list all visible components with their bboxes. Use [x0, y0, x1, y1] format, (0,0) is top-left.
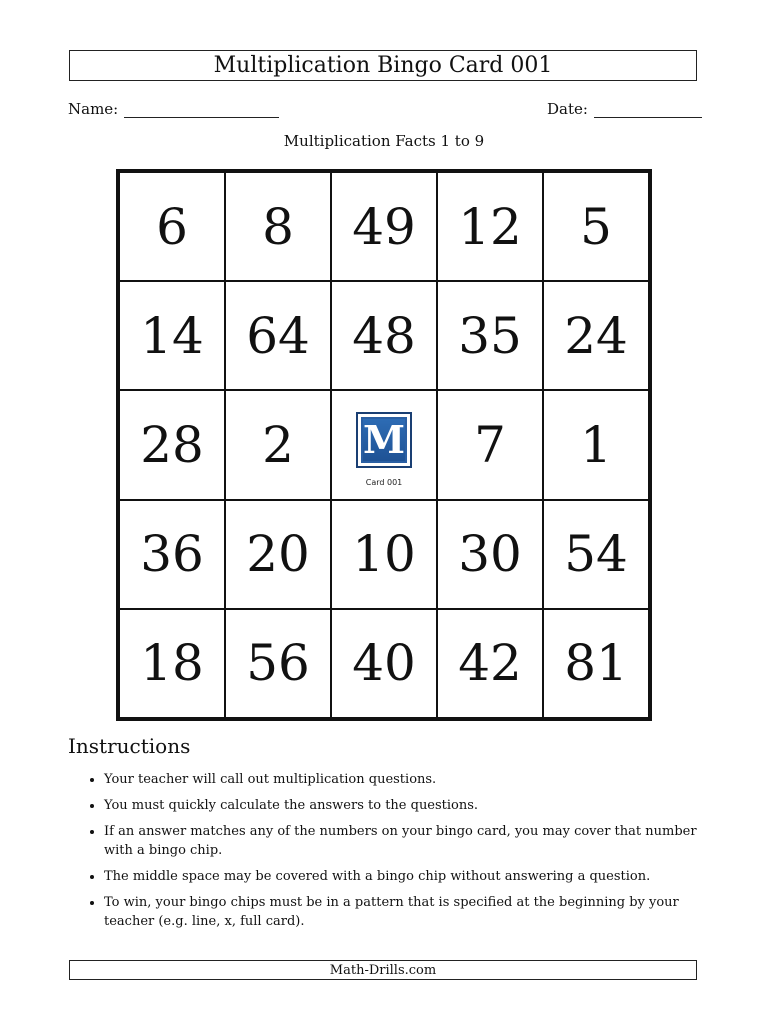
- bingo-cell: 20: [225, 500, 331, 609]
- bingo-cell: 12: [437, 172, 543, 281]
- bingo-cell: 35: [437, 281, 543, 390]
- bingo-cell: 49: [331, 172, 437, 281]
- bingo-cell: 24: [543, 281, 649, 390]
- instructions-heading: Instructions: [68, 734, 191, 758]
- bingo-cell: 2: [225, 390, 331, 499]
- bingo-cell: 18: [119, 609, 225, 718]
- instruction-item: • Your teacher will call out multiplication questions.: [104, 770, 724, 789]
- card-number-label: Card 001: [365, 478, 403, 488]
- date-field: [547, 97, 702, 118]
- bingo-cell: 28: [119, 390, 225, 499]
- bingo-cell: 56: [225, 609, 331, 718]
- logo-letter: M: [362, 417, 406, 463]
- bingo-cell: 7: [437, 390, 543, 499]
- footer-site-name: Math-Drills.com: [69, 960, 697, 980]
- instruction-item: • The middle space may be covered with a bingo chip without answering a question.: [104, 867, 724, 886]
- bingo-cell: 42: [437, 609, 543, 718]
- bingo-cell: 40: [331, 609, 437, 718]
- bingo-cell: 30: [437, 500, 543, 609]
- instruction-item: • If an answer matches any of the numbers on your bingo card, you may cover that number with a bingo chip.: [104, 822, 724, 860]
- name-label: Name:: [68, 100, 119, 118]
- bingo-grid: [116, 169, 652, 721]
- bingo-cell: 14: [119, 281, 225, 390]
- math-drills-logo-icon: [356, 412, 412, 468]
- bingo-cell: 6: [119, 172, 225, 281]
- bingo-cell: 54: [543, 500, 649, 609]
- date-label: Date:: [547, 100, 588, 118]
- name-field: [68, 97, 279, 118]
- date-line[interactable]: [594, 97, 702, 118]
- page-title: Multiplication Bingo Card 001: [69, 50, 697, 81]
- bingo-cell: 8: [225, 172, 331, 281]
- bingo-cell: 81: [543, 609, 649, 718]
- bingo-cell: 48: [331, 281, 437, 390]
- bingo-cell: 5: [543, 172, 649, 281]
- instruction-item: • You must quickly calculate the answers to the questions.: [104, 796, 724, 815]
- bingo-cell: 1: [543, 390, 649, 499]
- instruction-item: • To win, your bingo chips must be in a pattern that is specified at the beginning by your teacher (e.g. line, x, full card).: [104, 893, 724, 931]
- name-line[interactable]: [124, 97, 279, 118]
- subtitle: Multiplication Facts 1 to 9: [283, 132, 485, 150]
- instructions-list: [88, 770, 724, 938]
- free-space-cell: [331, 390, 437, 499]
- bingo-cell: 36: [119, 500, 225, 609]
- bingo-cell: 10: [331, 500, 437, 609]
- bingo-cell: 64: [225, 281, 331, 390]
